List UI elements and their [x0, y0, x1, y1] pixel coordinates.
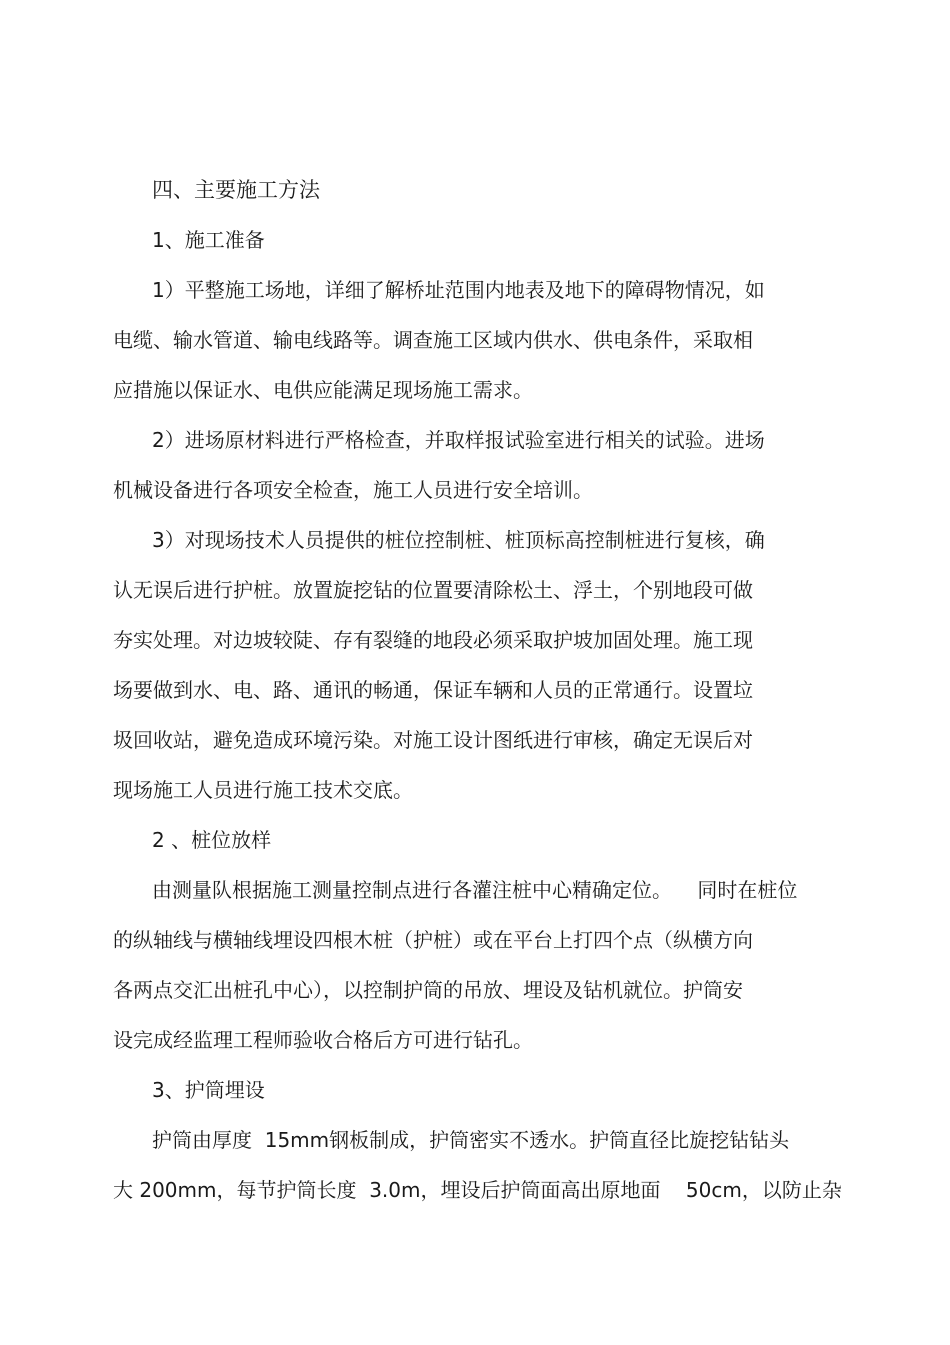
paragraph-line: 大 200mm，每节护筒长度 3.0m，埋设后护筒面高出原地面 50cm，以防止杂: [113, 1178, 842, 1202]
paragraph-line: 认无误后进行护桩。放置旋挖钻的位置要清除松土、浮土，个别地段可做: [113, 578, 753, 602]
paragraph-line: 由测量队根据施工测量控制点进行各灌注桩中心精确定位。 同时在桩位: [152, 878, 798, 902]
paragraph-line: 护筒由厚度 15mm钢板制成，护筒密实不透水。护筒直径比旋挖钻钻头: [152, 1128, 790, 1152]
subheading-casing: 3、护筒埋设: [152, 1078, 265, 1102]
paragraph-line: 3）对现场技术人员提供的桩位控制桩、桩顶标高控制桩进行复核，确: [152, 528, 765, 552]
paragraph-line: 圾回收站，避免造成环境污染。对施工设计图纸进行审核，确定无误后对: [113, 728, 753, 752]
subheading-preparation: 1、施工准备: [152, 228, 265, 252]
paragraph-line: 设完成经监理工程师验收合格后方可进行钻孔。: [113, 1028, 533, 1052]
paragraph-line: 夯实处理。对边坡较陡、存有裂缝的地段必须采取护坡加固处理。施工现: [113, 628, 753, 652]
paragraph-line: 电缆、输水管道、输电线路等。调查施工区域内供水、供电条件，采取相: [113, 328, 753, 352]
section-heading: 四、主要施工方法: [152, 178, 320, 202]
subheading-pile-layout: 2 、桩位放样: [152, 828, 272, 852]
paragraph-line: 场要做到水、电、路、通讯的畅通，保证车辆和人员的正常通行。设置垃: [113, 678, 753, 702]
paragraph-line: 各两点交汇出桩孔中心），以控制护筒的吊放、埋设及钻机就位。护筒安: [113, 978, 743, 1002]
paragraph-line: 的纵轴线与横轴线埋设四根木桩（护桩）或在平台上打四个点（纵横方向: [113, 928, 753, 952]
paragraph-line: 2）进场原材料进行严格检查，并取样报试验室进行相关的试验。进场: [152, 428, 765, 452]
paragraph-line: 现场施工人员进行施工技术交底。: [113, 778, 413, 802]
paragraph-line: 机械设备进行各项安全检查，施工人员进行安全培训。: [113, 478, 593, 502]
paragraph-line: 1）平整施工场地，详细了解桥址范围内地表及地下的障碍物情况，如: [152, 278, 765, 302]
paragraph-line: 应措施以保证水、电供应能满足现场施工需求。: [113, 378, 533, 402]
